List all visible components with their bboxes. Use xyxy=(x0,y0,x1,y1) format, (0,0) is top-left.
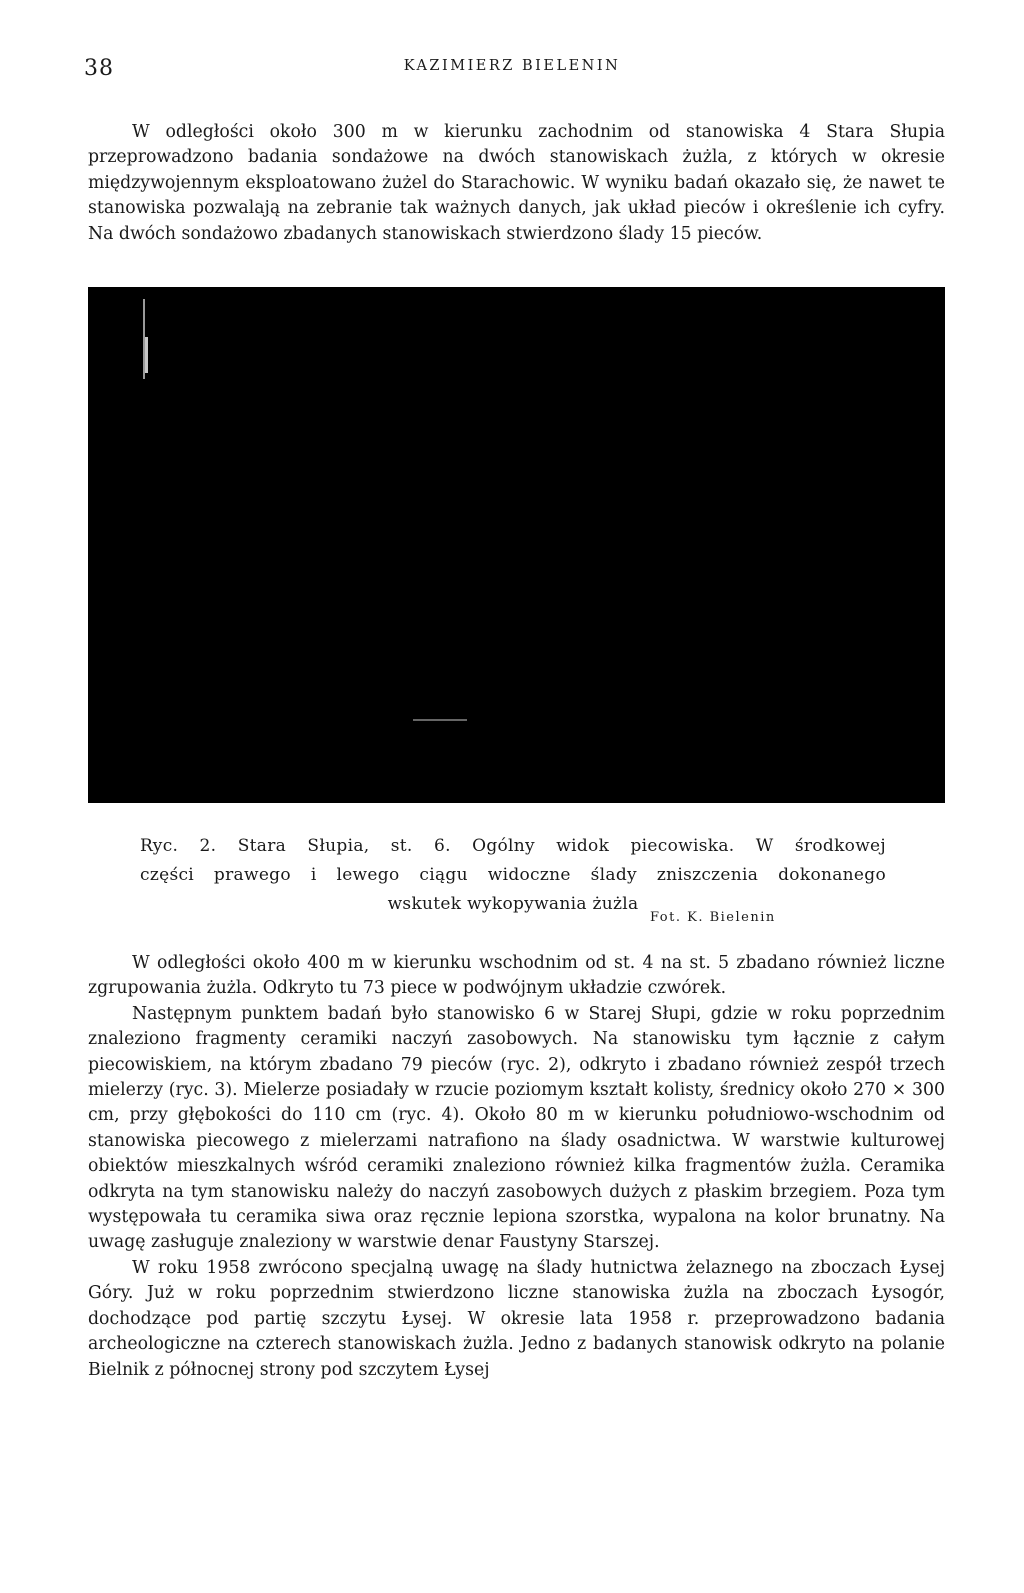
figure-photo xyxy=(88,287,945,803)
photo-streak xyxy=(413,719,467,721)
paragraph: W roku 1958 zwrócono specjalną uwagę na ślady hutnictwa żelaznego na zboczach Łysej Góry. Już w roku poprzednim stwierdzono liczne stanowiska żużla na zboczach Łysogór, dochodzące pod partię szczytu Łysej. W okresie lata 1958 r. przeprowadzono badania archeologiczne na czterech stanowiskach żużla. Jedno z badanych stanowisk odkryto na polanie Bielnik z północnej strony pod szczytem Łysej xyxy=(88,1257,945,1380)
photo-streak xyxy=(145,337,148,373)
running-head: KAZIMIERZ BIELENIN xyxy=(403,58,621,74)
paragraph: W odległości około 300 m w kierunku zachodnim od stanowiska 4 Stara Słupia przeprowadzono badania sondażowe na dwóch stanowiskach żużla, z których w okresie międzywojennym eksploatowano żużel do Starachowic. W wyniku badań okazało się, że nawet te stanowiska pozwalają na zebranie tak ważnych danych, jak układ pieców i określenie ich cyfry. Na dwóch sondażowo zbadanych stanowiskach stwierdzono ślady 15 pieców. xyxy=(88,122,945,244)
body-text-bottom xyxy=(88,951,945,1383)
paragraph: W odległości około 400 m w kierunku wschodnim od st. 4 na st. 5 zbadano również liczne zgrupowania żużla. Odkryto tu 73 piece w podwójnym układzie czwórek. xyxy=(88,953,945,999)
paragraph: Następnym punktem badań było stanowisko 6 w Starej Słupi, gdzie w roku poprzednim znaleziono fragmenty ceramiki naczyń zasobowych. Na stanowisku tym łącznie z całym piecowiskiem, na którym zbadano 79 pieców (ryc. 2), odkryto i zbadano również zespół trzech mielerzy (ryc. 3). Mielerze posiadały w rzucie poziomym kształt kolisty, średnicy około 270 × 300 cm, przy głębokości do 110 cm (ryc. 4). Około 80 m w kierunku południowo-wschodnim od stanowiska piecowego z mielerzami natrafiono na ślady osadnictwa. W warstwie kulturowej obiektów mieszkalnych wśród ceramiki znaleziono również kilka fragmentów żużla. Ceramika odkryta na tym stanowisku należy do naczyń zasobowych dużych z płaskim brzegiem. Poza tym występowała tu ceramika siwa oraz ręcznie lepiona szorstka, wypalona na kolor brunatny. Na uwagę zasługuje znaleziony w warstwie denar Faustyny Starszej. xyxy=(88,1003,945,1253)
photo-credit: Fot. K. Bielenin xyxy=(650,910,776,925)
caption-line: wskutek wykopywania żużla xyxy=(387,894,639,914)
page-number: 38 xyxy=(84,56,114,81)
caption-line: części prawego i lewego ciągu widoczne ślady zniszczenia dokonanego xyxy=(140,865,886,885)
body-text-top xyxy=(88,120,945,247)
figure-caption xyxy=(140,832,886,919)
caption-line: Ryc. 2. Stara Słupia, st. 6. Ogólny widok piecowiska. W środkowej xyxy=(140,836,886,856)
